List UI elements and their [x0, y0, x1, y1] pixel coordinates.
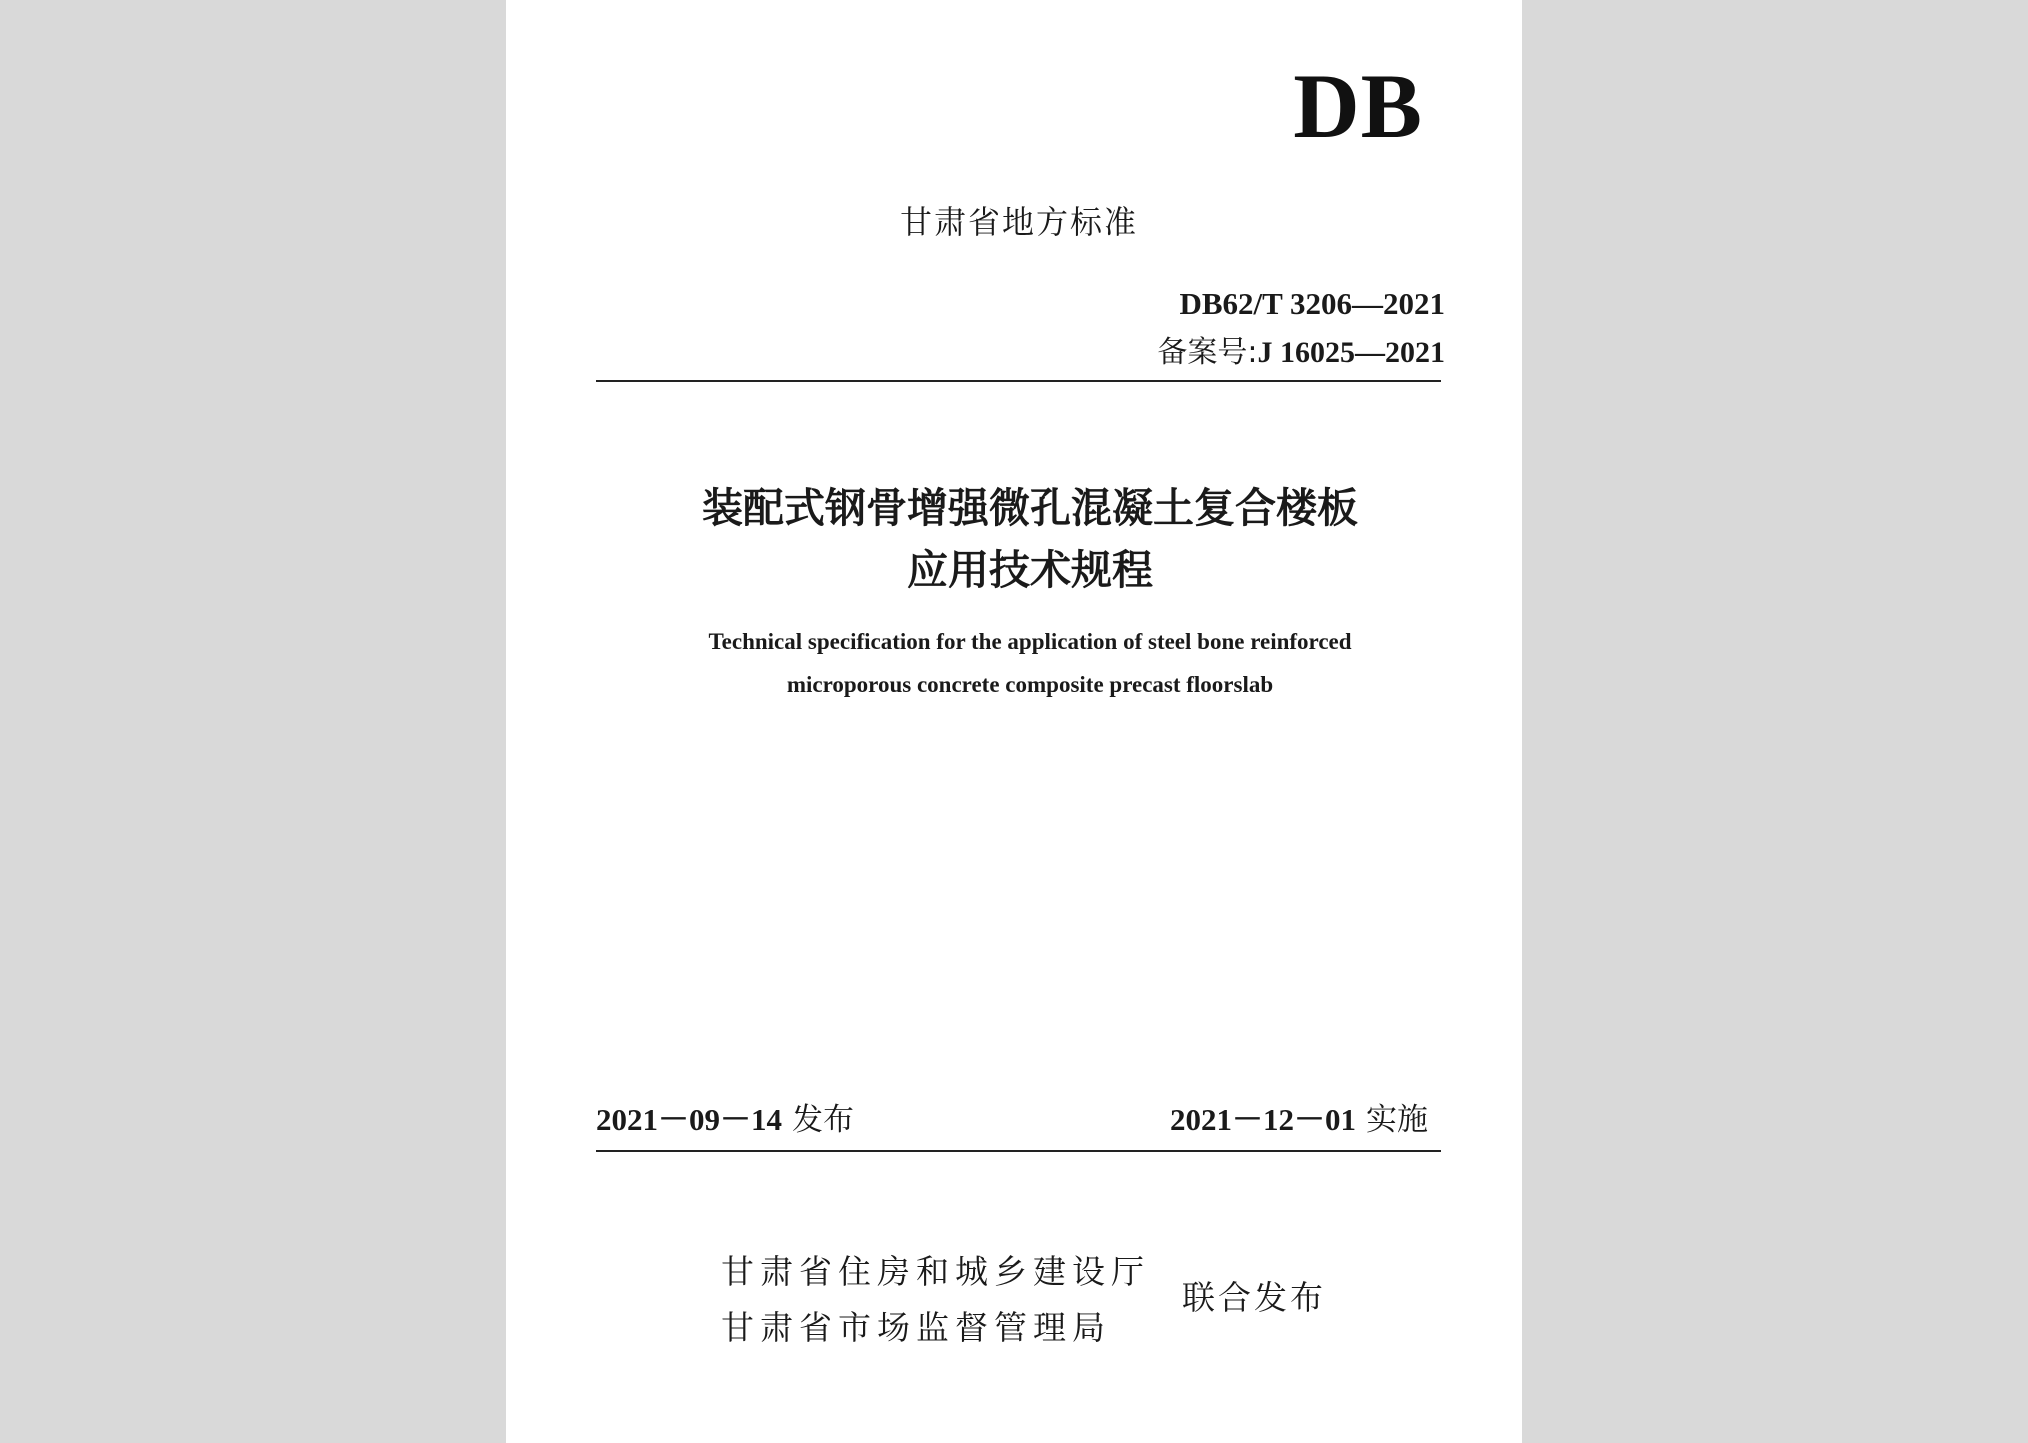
- title-cn-line1: 装配式钢骨增强微孔混凝土复合楼板: [702, 484, 1358, 532]
- issuer-market-regulation: 甘肃省市场监督管理局: [721, 1308, 1111, 1347]
- effective-word: 实施: [1366, 1102, 1428, 1138]
- issue-word: 发布: [792, 1102, 854, 1138]
- effective-date-value: 2021－12－01: [1170, 1102, 1356, 1137]
- bottom-divider: [596, 1150, 1441, 1152]
- issue-date: [596, 1104, 854, 1136]
- title-en-line2: microporous concrete composite precast floorslab: [786, 672, 1274, 697]
- standard-category: 甘肃省地方标准: [900, 203, 1139, 241]
- filing-number: [1157, 335, 1445, 370]
- joint-issue-label: 联合发布: [1182, 1278, 1326, 1317]
- issuer-housing-department: 甘肃省住房和城乡建设厅: [721, 1252, 1150, 1291]
- title-en-line1: Technical specification for the application of steel bone reinforced: [708, 629, 1352, 654]
- document-page: [506, 0, 1522, 1443]
- effective-date: [1170, 1104, 1428, 1136]
- db-logo: DB: [1293, 55, 1423, 157]
- title-cn-line2: 应用技术规程: [907, 546, 1153, 594]
- top-divider: [596, 380, 1441, 382]
- filing-label: 备案号:: [1157, 335, 1258, 370]
- filing-value: J 16025—2021: [1257, 336, 1445, 369]
- standard-number: DB62/T 3206—2021: [1179, 286, 1445, 321]
- issue-date-value: 2021－09－14: [596, 1102, 782, 1137]
